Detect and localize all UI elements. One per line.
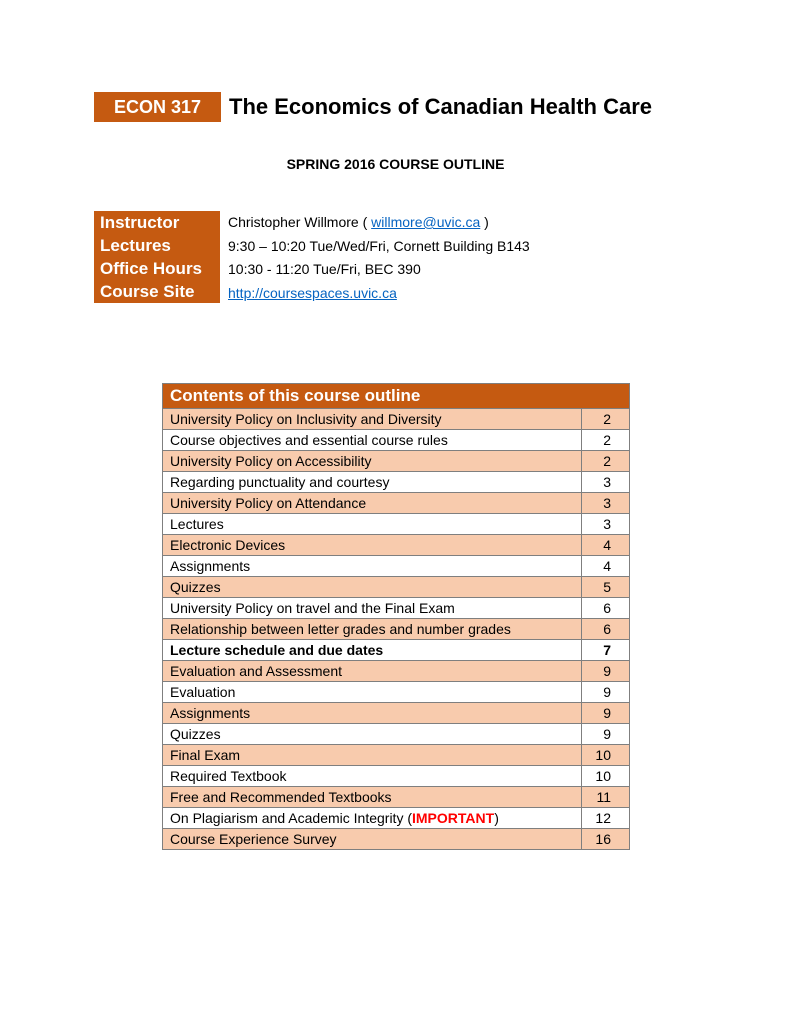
- contents-row-page: 3: [582, 493, 630, 514]
- contents-row: [163, 472, 630, 493]
- contents-row-page: 3: [582, 514, 630, 535]
- contents-row-title-text: University Policy on Accessibility: [170, 453, 372, 469]
- contents-row-title: [163, 472, 582, 493]
- contents-row: [163, 598, 630, 619]
- contents-row: [163, 829, 630, 850]
- contents-row-title-text: University Policy on Attendance: [170, 495, 367, 511]
- contents-row-title: [163, 451, 582, 472]
- contents-row-title-text: University Policy on Inclusivity and Diversity: [170, 411, 442, 427]
- contents-row-title-text: Lecture schedule and due dates: [170, 642, 384, 658]
- contents-row: [163, 577, 630, 598]
- contents-row-title-text: Regarding punctuality and courtesy: [170, 474, 390, 490]
- contents-row-title: [163, 682, 582, 703]
- contents-row-page: 5: [582, 577, 630, 598]
- contents-heading: Contents of this course outline: [163, 384, 630, 409]
- contents-row-title-text: Final Exam: [170, 747, 241, 763]
- contents-row-title-text: Free and Recommended Textbooks: [170, 789, 392, 805]
- contents-row-page: 16: [582, 829, 630, 850]
- contents-row-title: [163, 787, 582, 808]
- contents-row: [163, 787, 630, 808]
- outline-subtitle: SPRING 2016 COURSE OUTLINE: [286, 156, 505, 172]
- contents-row-title-text: Lectures: [170, 516, 224, 532]
- contents-row-title-text: Course objectives and essential course rules: [170, 432, 448, 448]
- contents-row: [163, 514, 630, 535]
- label-lectures: Lectures: [100, 236, 171, 255]
- contents-row-title-text: Relationship between letter grades and number grades: [170, 621, 511, 637]
- instructor-email-link[interactable]: willmore@uvic.ca: [371, 214, 481, 230]
- info-values-block: [228, 211, 530, 305]
- contents-row-page: 4: [582, 535, 630, 556]
- label-instructor: Instructor: [100, 213, 180, 232]
- contents-row-title: [163, 829, 582, 850]
- label-office-hours: Office Hours: [100, 259, 203, 278]
- contents-row: [163, 409, 630, 430]
- contents-row-title-text: Required Textbook: [170, 768, 287, 784]
- contents-row: [163, 451, 630, 472]
- contents-row-title: [163, 640, 582, 661]
- contents-row: [163, 745, 630, 766]
- contents-row-title-text: Quizzes: [170, 726, 221, 742]
- label-course-site: Course Site: [100, 282, 195, 301]
- contents-row: [163, 766, 630, 787]
- instructor-name: Christopher Willmore (: [228, 214, 372, 230]
- contents-row-title-text: Electronic Devices: [170, 537, 286, 553]
- contents-row-page: 9: [582, 661, 630, 682]
- contents-row-title: [163, 766, 582, 787]
- contents-row-title: [163, 619, 582, 640]
- contents-row-title: [163, 724, 582, 745]
- contents-row-title: [163, 556, 582, 577]
- contents-row: [163, 682, 630, 703]
- contents-row-title: [163, 577, 582, 598]
- contents-row-page: 9: [582, 682, 630, 703]
- course-site-link[interactable]: http://coursespaces.uvic.ca: [228, 284, 397, 301]
- contents-row-title: [163, 430, 582, 451]
- important-flag: IMPORTANT: [412, 810, 495, 826]
- contents-row: [163, 556, 630, 577]
- contents-row-page: 6: [582, 619, 630, 640]
- contents-row: [163, 493, 630, 514]
- lectures-value: 9:30 – 10:20 Tue/Wed/Fri, Cornett Building B143: [228, 237, 530, 254]
- contents-row-title: [163, 703, 582, 724]
- contents-row-title-suffix: ): [494, 810, 499, 826]
- contents-row-title: [163, 745, 582, 766]
- contents-row-page: 3: [582, 472, 630, 493]
- contents-row-page: 6: [582, 598, 630, 619]
- contents-row: [163, 703, 630, 724]
- contents-row-page: 9: [582, 703, 630, 724]
- contents-row-title-text: On Plagiarism and Academic Integrity (: [170, 810, 412, 826]
- contents-row-page: 10: [582, 766, 630, 787]
- contents-row-title: [163, 808, 582, 829]
- contents-row-title: [163, 514, 582, 535]
- contents-row: [163, 724, 630, 745]
- contents-row: [163, 430, 630, 451]
- contents-table: [162, 383, 630, 850]
- contents-row-title-text: University Policy on travel and the Final Exam: [170, 600, 455, 616]
- contents-row-title: [163, 661, 582, 682]
- course-site-value: [228, 282, 530, 306]
- contents-row-page: 2: [582, 451, 630, 472]
- contents-row-title-text: Assignments: [170, 705, 251, 721]
- contents-row: [163, 619, 630, 640]
- course-code-badge: ECON 317: [94, 92, 221, 122]
- contents-row-page: 4: [582, 556, 630, 577]
- contents-row-page: 11: [582, 787, 630, 808]
- contents-row-title: [163, 535, 582, 556]
- contents-row: [163, 640, 630, 661]
- contents-row: [163, 661, 630, 682]
- contents-row-title: [163, 409, 582, 430]
- contents-row-page: 12: [582, 808, 630, 829]
- instructor-value: [228, 211, 530, 235]
- contents-row-page: 2: [582, 409, 630, 430]
- contents-row: [163, 535, 630, 556]
- contents-row-page: 10: [582, 745, 630, 766]
- contents-row-page: 9: [582, 724, 630, 745]
- contents-row-title: [163, 598, 582, 619]
- contents-row-title-text: Quizzes: [170, 579, 221, 595]
- info-labels-block: [94, 211, 220, 303]
- contents-row-title-text: Course Experience Survey: [170, 831, 337, 847]
- instructor-suffix: ): [480, 214, 489, 230]
- contents-row: [163, 808, 630, 829]
- contents-row-title-text: Evaluation: [170, 684, 236, 700]
- contents-body: [163, 409, 630, 850]
- contents-row-page: 7: [582, 640, 630, 661]
- course-title: The Economics of Canadian Health Care: [229, 94, 652, 119]
- contents-row-title: [163, 493, 582, 514]
- contents-row-title-text: Evaluation and Assessment: [170, 663, 342, 679]
- contents-row-title-text: Assignments: [170, 558, 251, 574]
- office-hours-value: 10:30 - 11:20 Tue/Fri, BEC 390: [228, 261, 421, 277]
- contents-row-page: 2: [582, 430, 630, 451]
